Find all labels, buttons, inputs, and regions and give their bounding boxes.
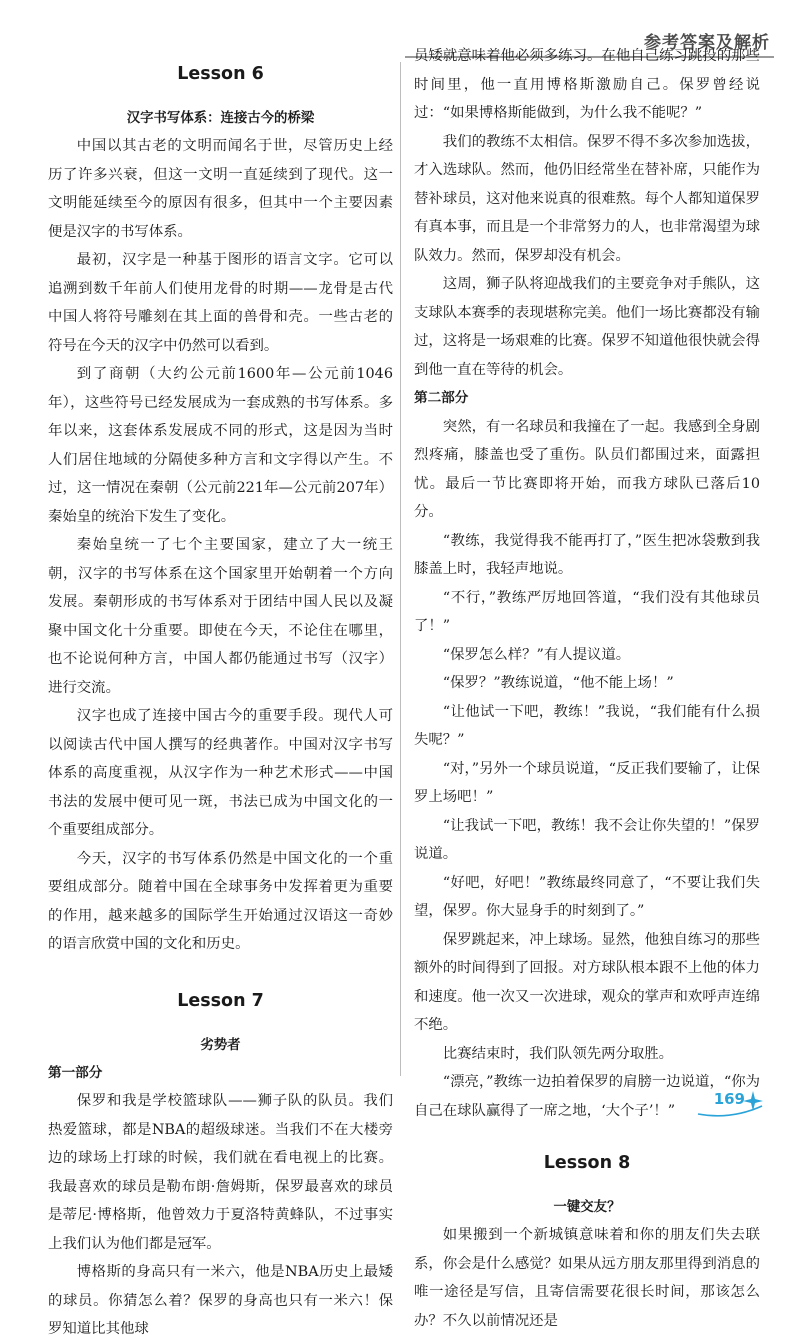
lesson-7-paragraph: “让我试一下吧，教练！我不会让你失望的！”保罗说道。 [414, 817, 760, 862]
lesson-7-paragraph: 突然，有一名球员和我撞在了一起。我感到全身剧烈疼痛，膝盖也受了重伤。队员们都围过来，面露担忧。最后一节比赛即将开始，而我方球队已落后10分。 [414, 418, 760, 520]
right-column [414, 42, 760, 1335]
lesson-7-paragraph: “漂亮，”教练一边拍着保罗的肩膀一边说道，“你为自己在球队赢得了一席之地，‘大个子’！” [414, 1074, 760, 1119]
lesson-6-paragraph: 中国以其古老的文明而闻名于世，尽管历史上经历了许多兴衰，但这一文明一直延续到了现代。这一文明能延续至今的原因有很多，但其中一个主要因素便是汉字的书写体系。 [48, 138, 393, 240]
lesson-6-paragraph: 最初，汉字是一种基于图形的语言文字。它可以追溯到数千年前人们使用龙骨的时期——龙骨是古代中国人将符号雕刻在其上面的兽骨和壳。一些古老的符号在今天的汉字中仍然可以看到。 [48, 252, 393, 354]
lesson-7-article-title: 劣势者 [200, 1036, 241, 1053]
sparkle-star-icon [742, 1090, 764, 1112]
running-header: 参考答案及解析 [644, 33, 770, 53]
lesson-6-title: Lesson 6 [177, 64, 264, 84]
lesson-7-paragraph: 保罗和我是学校篮球队——狮子队的队员。我们热爱篮球，都是NBA的超级球迷。当我们不在大楼旁边的球场上打球的时候，我们就在看电视上的比赛。我最喜欢的球员是勒布朗·詹姆斯，保罗最喜欢的球员是蒂尼·博格斯，他曾效力于夏洛特黄蜂队，不过事实上我们认为他们都是冠军。 [48, 1093, 393, 1252]
column-divider [400, 62, 401, 1076]
lesson-6-paragraph: 今天，汉字的书写体系仍然是中国文化的一个重要组成部分。随着中国在全球事务中发挥着更为重要的作用，越来越多的国际学生开始通过汉语这一奇妙的语言欣赏中国的文化和历史。 [48, 850, 393, 952]
section-label-part-2: 第二部分 [414, 390, 469, 406]
lesson-7-paragraph: 我们的教练不太相信。保罗不得不多次参加选拔，才入选球队。然而，他仍旧经常坐在替补席，只能作为替补球员，这对他来说真的很难熬。每个人都知道保罗有真本事，而且是一个非常努力的人，也非常渴望为球队效力。然而，保罗却没有机会。 [414, 133, 760, 264]
lesson-7-paragraph: 博格斯的身高只有一米六，他是NBA历史上最矮的球员。你猜怎么着？保罗的身高也只有一米六！保罗知道比其他球 [48, 1264, 393, 1337]
lesson-7-paragraph: “好吧，好吧！”教练最终同意了，“不要让我们失望，保罗。你大显身手的时刻到了。” [414, 874, 760, 919]
lesson-7-paragraph: 保罗跳起来，冲上球场。显然，他独自练习的那些额外的时间得到了回报。对方球队根本跟不上他的体力和速度。他一次又一次进球，观众的掌声和欢呼声连绵不绝。 [414, 931, 760, 1033]
lesson-7-paragraph: 比赛结束时，我们队领先两分取胜。 [442, 1045, 674, 1062]
lesson-7-paragraph: “不行，”教练严厉地回答道，“我们没有其他球员了！” [414, 589, 760, 634]
lesson-6-paragraph: 秦始皇统一了七个主要国家，建立了大一统王朝，汉字的书写体系在这个国家里开始朝着一个方向发展。秦朝形成的书写体系对于团结中国人民以及凝聚中国文化十分重要。即使在今天，不论住在哪里，也不论说何种方言，中国人都仍能通过书写（汉字）进行交流。 [48, 537, 393, 696]
lesson-7-paragraph: 员矮就意味着他必须多练习。在他自己练习跳投的那些时间里，他一直用博格斯激励自己。保罗曾经说过：“如果博格斯能做到，为什么我不能呢？” [414, 48, 760, 121]
lesson-6-paragraph: 汉字也成了连接中国古今的重要手段。现代人可以阅读古代中国人撰写的经典著作。中国对汉字书写体系的高度重视，从汉字作为一种艺术形式——中国书法的发展中便可见一斑，书法已成为中国文化的一个重要组成部分。 [48, 708, 393, 838]
lesson-7-paragraph: “让他试一下吧，教练！”我说，“我们能有什么损失呢？” [414, 703, 760, 748]
lesson-7-paragraph: 这周，狮子队将迎战我们的主要竞争对手熊队，这支球队本赛季的表现堪称完美。他们一场比赛都没有输过，这将是一场艰难的比赛。保罗不知道他很快就会得到他一直在等待的机会。 [414, 276, 760, 378]
lesson-7-paragraph: “保罗怎么样？”有人提议道。 [442, 646, 631, 663]
lesson-8-article-title: 一键交友？ [553, 1199, 621, 1215]
lesson-8-title: Lesson 8 [543, 1153, 631, 1173]
left-column [48, 58, 393, 1344]
section-label-part-1: 第一部分 [48, 1064, 103, 1081]
lesson-7-paragraph: “保罗？”教练说道，“他不能上场！” [442, 675, 674, 691]
lesson-7-paragraph: “对，”另外一个球员说道，“反正我们要输了，让保罗上场吧！” [414, 760, 760, 805]
lesson-6-paragraph: 到了商朝（大约公元前1600年—公元前1046年），这些符号已经发展成为一套成熟的书写体系。多年以来，这套体系发展成不同的形式，这是因为当时人们居住地域的分隔使多种方言和文字得以产生。不过，这一情况在秦朝（公元前221年—公元前207年）秦始皇的统治下发生了变化。 [48, 366, 393, 525]
lesson-6-article-title: 汉字书写体系：连接古今的桥梁 [126, 110, 315, 126]
lesson-7-paragraph: “教练，我觉得我不能再打了，”医生把冰袋敷到我膝盖上时，我轻声地说。 [414, 532, 760, 577]
lesson-8-paragraph: 如果搬到一个新城镇意味着和你的朋友们失去联系，你会是什么感觉？如果从远方朋友那里得到消息的唯一途径是写信，且寄信需要花很长时间，那该怎么办？不久以前情况还是 [414, 1227, 760, 1329]
lesson-7-title: Lesson 7 [177, 990, 264, 1011]
page-number: 169 [713, 1090, 745, 1108]
